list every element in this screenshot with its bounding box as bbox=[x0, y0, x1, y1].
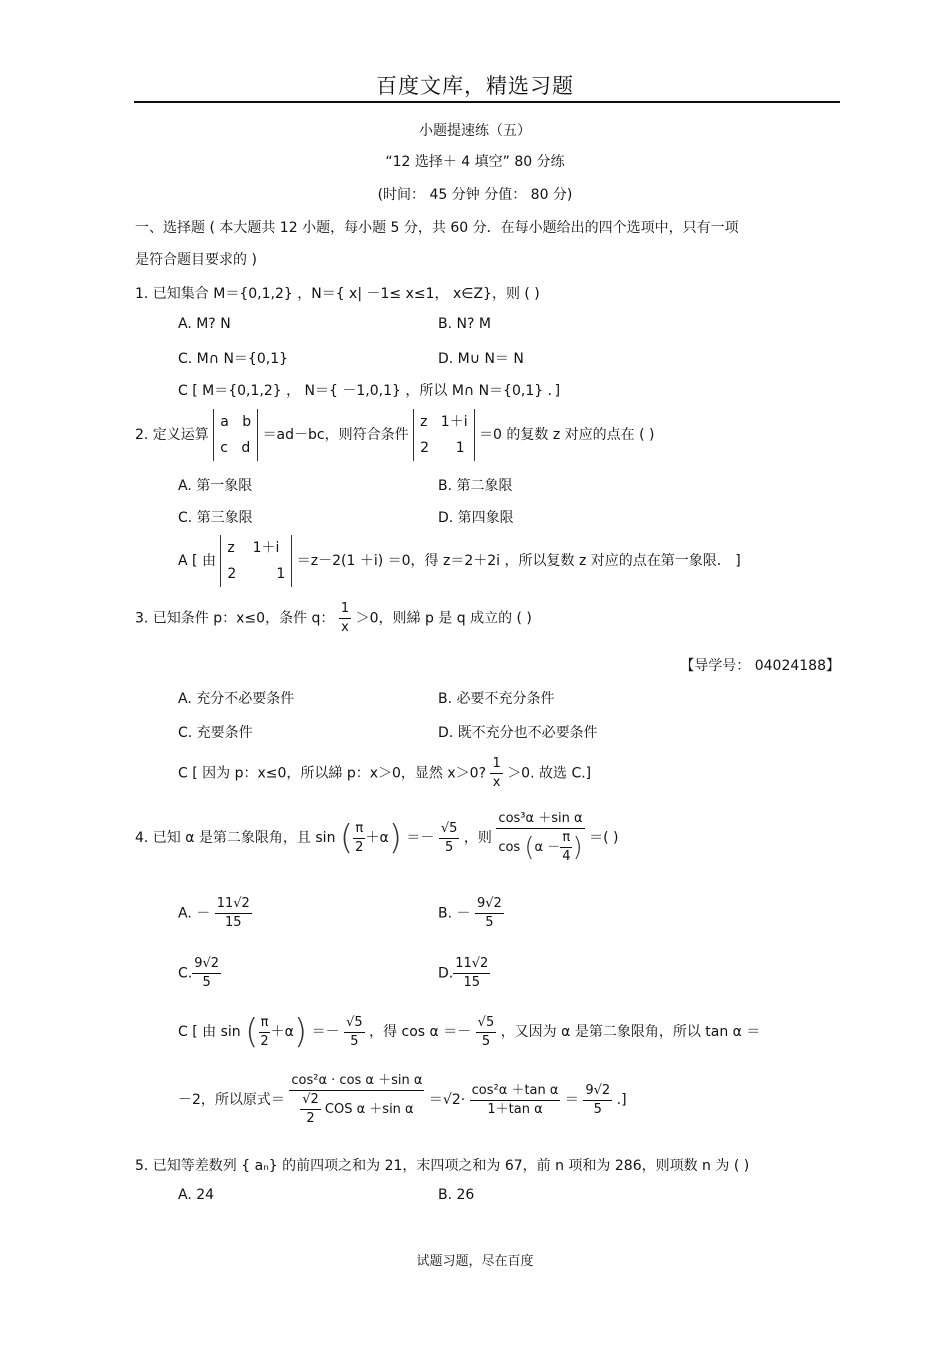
q2-option-a: A. 第一象限 bbox=[178, 478, 253, 494]
q5-option-a: A. 24 bbox=[178, 1187, 215, 1203]
q4-option-d: D. $\frac{11√2}{15}$ bbox=[438, 956, 489, 990]
q4-answer-line1: C [ 由 sin ( $\frac{\pi}{2}$ ＋α) ＝－ $\frac{√5}{5}$ ，得 cos α ＝－ $\frac{√5}{5}$ ，又因为 α 是第二象限角，所以 tan α ＝ bbox=[178, 1012, 761, 1052]
q3-option-a: A. 充分不必要条件 bbox=[178, 691, 295, 707]
q2-prefix: 2. 定义运算 bbox=[135, 427, 209, 443]
q2-option-d: D. 第四象限 bbox=[438, 510, 514, 526]
q2-mid: ＝ad－bc，则符合条件 bbox=[262, 427, 409, 443]
q5-stem: 5. 已知等差数列 { aₙ} 的前四项之和为 21，末四项之和为 67，前 n 项和为 286，则项数 n 为 ( ) bbox=[135, 1158, 750, 1174]
q3-stem: 3. 已知条件 p：x≤0，条件 q： $\frac{1}{x}$ ＞0，则綈 p 是 q 成立的 ( ) bbox=[135, 601, 532, 635]
exercise-time-score: (时间： 45 分钟 分值： 80 分) bbox=[377, 187, 573, 203]
q1-option-a: A. M? N bbox=[178, 316, 231, 332]
exercise-subtitle: “12 选择＋ 4 填空” 80 分练 bbox=[385, 154, 565, 170]
q1-stem: 1. 已知集合 M＝{0,1,2} ，N＝{ x| －1≤ x≤1， x∈Z}，则 ( ) bbox=[135, 286, 540, 302]
q3-fraction: $\frac{1}{x}$ bbox=[340, 601, 350, 635]
page-header-title: 百度文库，精选习题 bbox=[376, 74, 574, 98]
q1-answer: C [ M＝{0,1,2} ， N＝{ －1,0,1} ，所以 M∩ N＝{0,1} ．] bbox=[178, 383, 561, 399]
q2-answer-matrix: z 1＋i 2 1 bbox=[220, 535, 292, 587]
q2-option-c: C. 第三象限 bbox=[178, 510, 253, 526]
q4-option-c: C. $\frac{9√2}{5}$ bbox=[178, 956, 220, 990]
q2-answer: A [ 由 z 1＋i 2 1 ＝z－2(1 ＋i) ＝0，得 z＝2＋2i ，所以复数 z 对应的点在第一象限． ] bbox=[178, 535, 741, 587]
q1-option-d: D. M∪ N＝ N bbox=[438, 351, 524, 367]
q3-guide-number: 【导学号： 04024188】 bbox=[680, 658, 840, 674]
q4-option-a: A. － $\frac{11√2}{15}$ bbox=[178, 896, 250, 930]
q3-answer: C [ 因为 p：x≤0，所以綈 p：x＞0，显然 x＞0? $\frac{1}{x}$ ＞0. 故选 C.] bbox=[178, 756, 592, 790]
q2-matrix-abcd: a b c d bbox=[213, 409, 258, 461]
q2-option-b: B. 第二象限 bbox=[438, 478, 513, 494]
q4-answer-line2: －2，所以原式＝ cos²α · cos α ＋sin α $\frac{√2}{2}$ COS α ＋sin α ＝√2· $\frac{\text{cos²α ＋tan α}}{\text{1＋tan α}}$ ＝ $\frac{9√2}{5}$ .] bbox=[178, 1073, 627, 1126]
q1-option-c: C. M∩ N＝{0,1} bbox=[178, 351, 289, 367]
q4-answer-fraction-1: cos²α · cos α ＋sin α $\frac{√2}{2}$ COS α ＋sin α bbox=[291, 1073, 423, 1126]
q3-option-c: C. 充要条件 bbox=[178, 725, 253, 741]
section-intro-line1: 一、选择题 ( 本大题共 12 小题，每小题 5 分，共 60 分．在每小题给出的四个选项中，只有一项 bbox=[135, 220, 739, 236]
q2-matrix-z: z 1＋i 2 1 bbox=[413, 409, 475, 461]
q3-answer-fraction: $\frac{1}{x}$ bbox=[492, 756, 501, 790]
q4-answer-fraction-2: $\frac{\text{cos²α ＋tan α}}{\text{1＋tan α}}$ bbox=[471, 1082, 559, 1117]
q4-stem: 4. 已知 α 是第二象限角，且 sin ( $\frac{\pi}{2}$ ＋α) ＝－ $\frac{√5}{5}$ ，则 cos³α ＋sin α cos (α － $\frac{\pi}{4}$ ) ＝( ) bbox=[135, 811, 619, 864]
section-intro-line2: 是符合题目要求的 ) bbox=[135, 252, 257, 268]
q4-main-fraction: cos³α ＋sin α cos (α － $\frac{\pi}{4}$ ) bbox=[498, 811, 583, 864]
q2-suffix: ＝0 的复数 z 对应的点在 ( ) bbox=[479, 427, 655, 443]
exercise-title: 小题提速练（五） bbox=[419, 123, 531, 139]
page-footer: 试题习题，尽在百度 bbox=[416, 1254, 534, 1269]
q2-stem bbox=[135, 409, 654, 461]
header-rule bbox=[134, 101, 840, 103]
q5-option-b: B. 26 bbox=[438, 1187, 475, 1203]
q1-option-b: B. N? M bbox=[438, 316, 491, 332]
q4-option-b: B. － $\frac{9√2}{5}$ bbox=[438, 896, 502, 930]
q3-option-b: B. 必要不充分条件 bbox=[438, 691, 555, 707]
q3-option-d: D. 既不充分也不必要条件 bbox=[438, 725, 598, 741]
